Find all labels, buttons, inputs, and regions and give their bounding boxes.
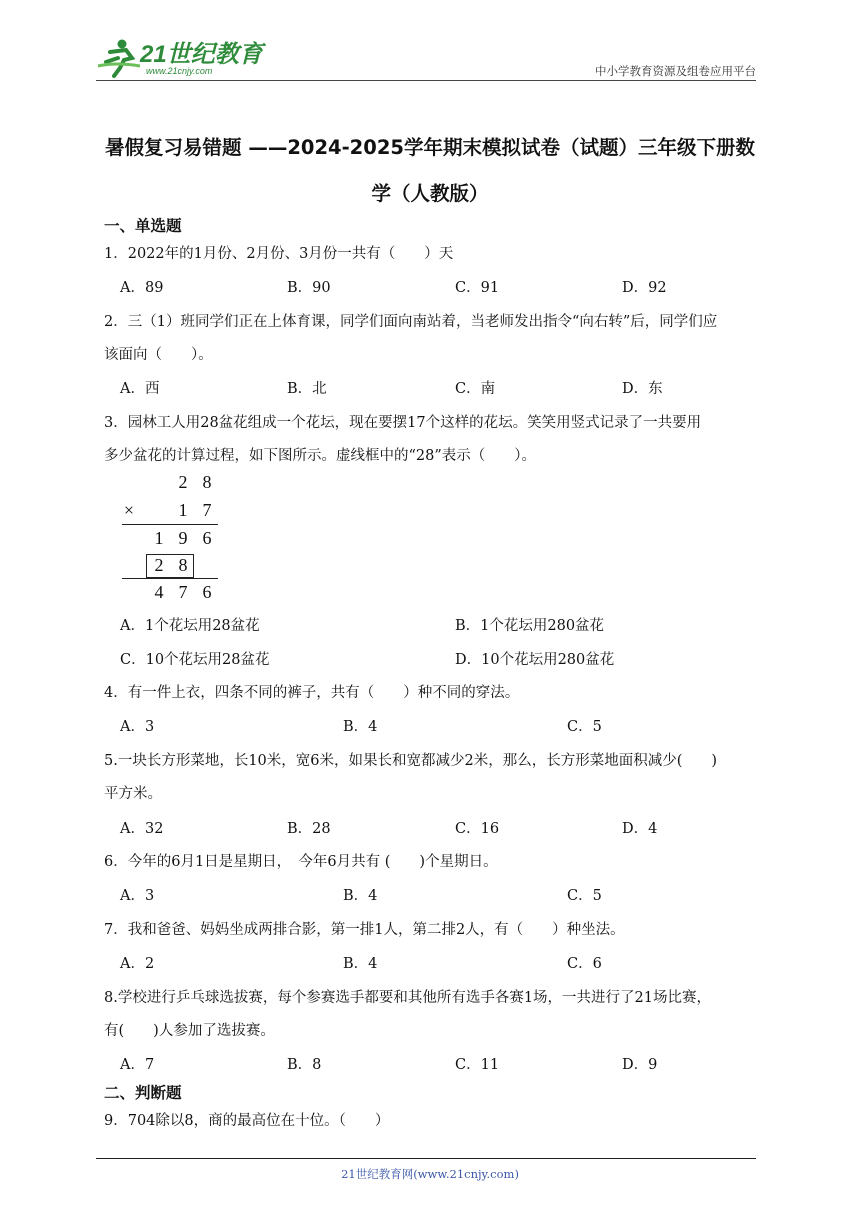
q3-option-a[interactable]: A．1个花坛用28盆花: [120, 618, 260, 634]
multiply-sign: ×: [123, 500, 135, 520]
footer-link[interactable]: 21世纪教育网(www.21cnjy.com): [341, 1167, 519, 1181]
q2-option-a[interactable]: A．西: [120, 381, 160, 397]
q7-option-b[interactable]: B．4: [343, 956, 378, 972]
mult-digit: 1: [154, 528, 164, 548]
question-7: 7．我和爸爸、妈妈坐成两排合影，第一排1人，第二排2人，有（ ）种坐法。: [104, 922, 625, 938]
mult-digit: 8: [202, 472, 212, 492]
q6-option-c[interactable]: C．5: [567, 888, 602, 904]
q8-option-a[interactable]: A．7: [120, 1057, 155, 1073]
q4-option-a[interactable]: A．3: [120, 719, 155, 735]
logo-text: 21世纪教育: [140, 41, 263, 68]
page-title-line1: 暑假复习易错题 ——2024-2025学年期末模拟试卷（试题）三年级下册数: [105, 136, 755, 159]
question-3-line2: 多少盆花的计算过程，如下图所示。虚线框中的“28”表示（ ）。: [104, 448, 537, 464]
mult-digit: 2: [178, 472, 188, 492]
q1-option-a[interactable]: A．89: [120, 280, 164, 296]
question-8-line2: 有( )人参加了选拔赛。: [104, 1023, 275, 1039]
mult-digit: 7: [178, 582, 188, 602]
q7-option-c[interactable]: C．6: [567, 956, 602, 972]
question-5-line2: 平方米。: [104, 786, 162, 802]
question-5-line1: 5.一块长方形菜地，长10米，宽6米，如果长和宽都减少2米，那么，长方形菜地面积减少( ): [104, 753, 718, 769]
vertical-multiplication: [118, 472, 228, 606]
q4-option-c[interactable]: C．5: [567, 719, 602, 735]
question-2-line2: 该面向（ ）。: [104, 347, 213, 363]
mult-rule: [122, 524, 218, 525]
platform-label: 中小学教育资源及组卷应用平台: [595, 64, 756, 78]
site-logo: [96, 36, 266, 80]
q5-option-b[interactable]: B．28: [287, 821, 331, 837]
q5-option-c[interactable]: C．16: [455, 821, 500, 837]
q8-option-d[interactable]: D．9: [622, 1057, 658, 1073]
q6-option-b[interactable]: B．4: [343, 888, 378, 904]
runner-logo-icon: [96, 36, 266, 80]
header-divider: [96, 80, 756, 81]
question-1: 1．2022年的1月份、2月份、3月份一共有（ ）天: [104, 246, 454, 262]
q8-option-c[interactable]: C．11: [455, 1057, 500, 1073]
logo-url: www.21cnjy.com: [146, 66, 213, 76]
q1-option-b[interactable]: B．90: [287, 280, 331, 296]
mult-digit: 6: [202, 528, 212, 548]
q1-option-c[interactable]: C．91: [455, 280, 500, 296]
mult-digit: 6: [202, 582, 212, 602]
mult-digit: 7: [202, 500, 212, 520]
q3-option-b[interactable]: B．1个花坛用280盆花: [455, 618, 605, 634]
question-4: 4．有一件上衣，四条不同的裤子，共有（ ）种不同的穿法。: [104, 685, 520, 701]
mult-digit: 9: [178, 528, 188, 548]
q8-option-b[interactable]: B．8: [287, 1057, 322, 1073]
mult-digit: 2: [154, 555, 164, 575]
q4-option-b[interactable]: B．4: [343, 719, 378, 735]
q7-option-a[interactable]: A．2: [120, 956, 155, 972]
q5-option-d[interactable]: D．4: [622, 821, 658, 837]
q5-option-a[interactable]: A．32: [120, 821, 164, 837]
mult-digit: 8: [178, 555, 188, 575]
q3-option-d[interactable]: D．10个花坛用280盆花: [455, 652, 615, 668]
page-title-line2: 学（人教版）: [371, 182, 489, 205]
q3-option-c[interactable]: C．10个花坛用28盆花: [120, 652, 270, 668]
section-heading-single-choice: 一、单选题: [104, 217, 182, 235]
q1-option-d[interactable]: D．92: [622, 280, 667, 296]
q2-option-c[interactable]: C．南: [455, 381, 496, 397]
section-heading-true-false: 二、判断题: [104, 1084, 182, 1102]
question-8-line1: 8.学校进行乒乓球选拔赛，每个参赛选手都要和其他所有选手各赛1场，一共进行了21场比赛，: [104, 990, 712, 1006]
mult-digit: 4: [154, 582, 164, 602]
q6-option-a[interactable]: A．3: [120, 888, 155, 904]
question-9: 9．704除以8，商的最高位在十位。（ ）: [104, 1113, 390, 1129]
mult-digit: 1: [178, 500, 188, 520]
q2-option-b[interactable]: B．北: [287, 381, 327, 397]
question-2-line1: 2．三（1）班同学们正在上体育课，同学们面向南站着，当老师发出指令“向右转”后，同学们应: [104, 314, 718, 330]
mult-rule: [122, 578, 218, 579]
footer-divider: [96, 1158, 756, 1159]
question-6: 6．今年的6月1日是星期日， 今年6月共有 ( )个星期日。: [104, 854, 498, 870]
q2-option-d[interactable]: D．东: [622, 381, 663, 397]
question-3-line1: 3．园林工人用28盆花组成一个花坛，现在要摆17个这样的花坛。笑笑用竖式记录了一共要用: [104, 415, 702, 431]
